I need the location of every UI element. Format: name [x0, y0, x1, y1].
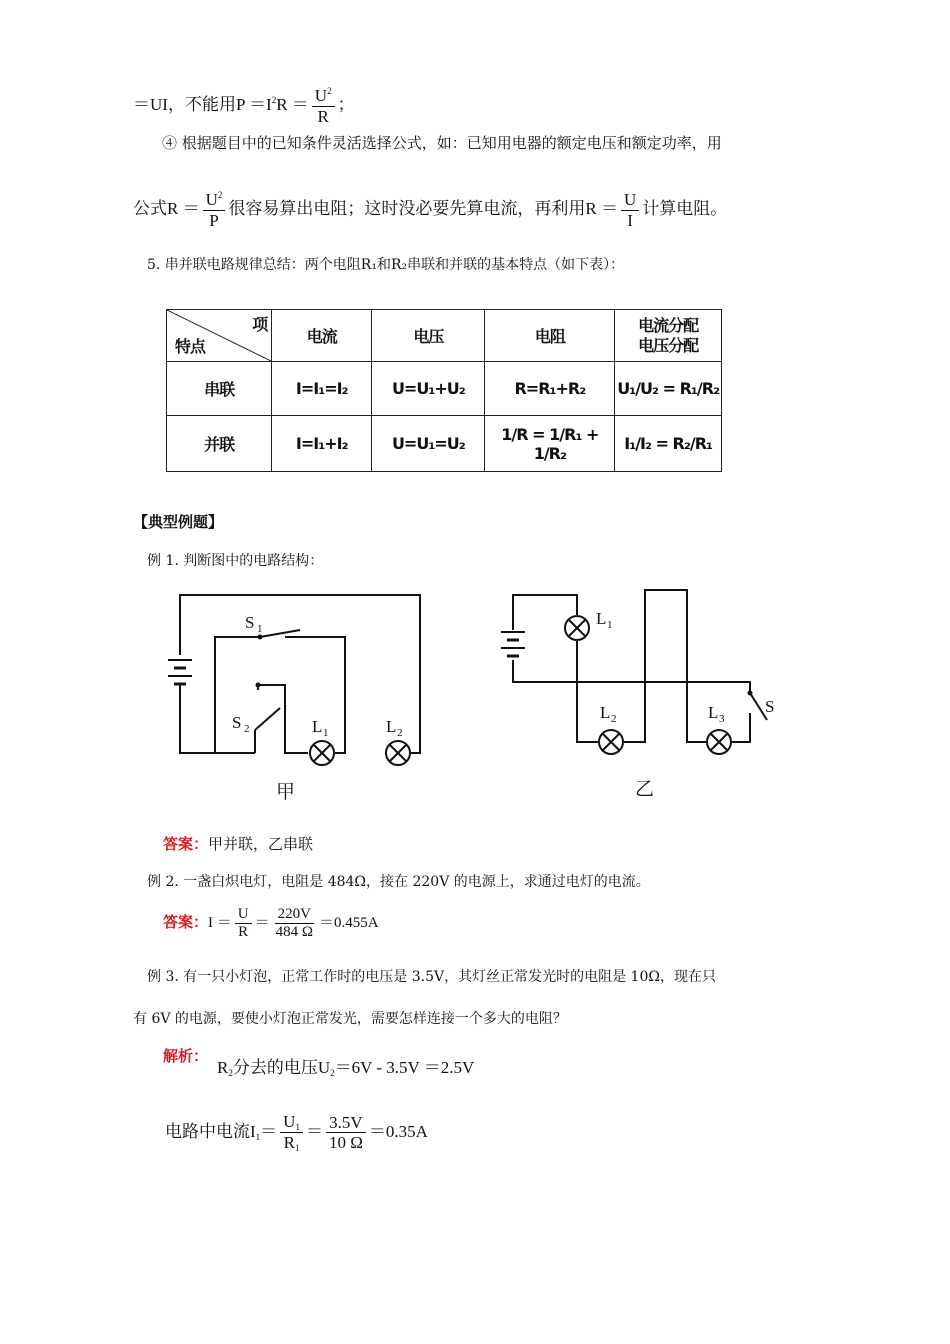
analysis-i-sub: 1 [255, 1131, 261, 1142]
row-label-series: 串联 [167, 362, 272, 416]
line1-tail: ； [337, 94, 355, 114]
analysis-eq: ＝ [260, 1121, 278, 1141]
header-current: 电流 [272, 310, 372, 362]
formula-line-2 [133, 190, 727, 230]
ans2-den-r: R [238, 924, 249, 941]
fraction-35-over-10 [326, 1113, 366, 1153]
line1-prefix: ＝UI，不能用 [133, 94, 236, 114]
formula-prefix: 公式 [133, 198, 167, 218]
answer-label: 答案： [163, 915, 209, 932]
lamp-b-l3-icon [707, 730, 731, 754]
frac-numerator-u: U [205, 190, 218, 209]
formula-mid: 很容易算出电阻；这时没必要先算电流，再利用 [228, 198, 586, 218]
series-voltage: U=U₁+U₂ [372, 362, 485, 416]
answer-1 [163, 833, 313, 854]
analysis-line1-text: 分去的电压U [232, 1058, 331, 1077]
analysis-line-2 [165, 1112, 428, 1154]
label-s2: S [232, 713, 242, 732]
header-distribution: 电流分配 电压分配 [615, 310, 722, 362]
analysis-result: ＝0.35A [368, 1121, 428, 1141]
analysis-r-sub: 2 [228, 1068, 233, 1078]
analysis-den-sub: 1 [294, 1143, 300, 1154]
lamp-l1-icon [310, 741, 334, 765]
numerator-u: U [314, 86, 328, 105]
fraction-u1-over-r1 [280, 1112, 303, 1154]
table-corner-cell [167, 310, 272, 362]
line1-p-eq: P ＝I [235, 94, 272, 114]
parallel-voltage: U=U₁=U₂ [372, 416, 485, 472]
point-4-text: ④ 根据题目中的已知条件灵活选择公式，如：已知用电器的额定电压和额定功率，用 [162, 134, 722, 152]
caption-b: 乙 [635, 778, 655, 800]
answer-2 [163, 906, 379, 942]
example-1-text: 例 1. 判断图中的电路结构： [147, 553, 324, 569]
analysis-num-sub: 1 [295, 1122, 300, 1132]
corner-bottom-label: 特点 [175, 337, 206, 356]
example-2-text: 例 2. 一盏白炽电灯，电阻是 484Ω，接在 220V 的电源上，求通过电灯的电流。 [147, 874, 650, 890]
item-5-text: 5. 串并联电路规律总结：两个电阻R₁和R₂串联和并联的基本特点（如下表）： [147, 257, 625, 273]
svg-text:2: 2 [397, 727, 403, 739]
row-label-parallel: 并联 [167, 416, 272, 472]
answer-label: 答案： [163, 835, 209, 853]
svg-text:2: 2 [611, 713, 617, 725]
label-b-s: S [765, 697, 775, 716]
svg-text:1: 1 [257, 623, 263, 635]
circuit-diagram-b [495, 580, 795, 810]
formula-tail: 计算电阻。 [642, 198, 728, 218]
analysis-num-u: U [283, 1112, 296, 1131]
analysis-u-sub: 2 [330, 1068, 335, 1078]
example-3-line-1: 例 3. 有一只小灯泡，正常工作时的电压是 3.5V，其灯丝正常发光时的电阻是 10Ω，现在只 [147, 969, 716, 985]
formula-line-1 [133, 86, 355, 126]
corner-top-label: 项 [252, 315, 268, 334]
fraction-u2-over-r [312, 86, 335, 126]
series-distribution: U₁/U₂ = R₁/R₂ [615, 362, 722, 416]
svg-text:1: 1 [607, 619, 613, 631]
svg-text:3: 3 [719, 713, 725, 725]
section-title: 【典型例题】 [133, 513, 224, 531]
label-b-l3: L [708, 703, 719, 722]
label-s1: S [245, 613, 255, 632]
fraction-u-over-r [235, 906, 252, 942]
ans2-eq: ＝ [254, 915, 270, 932]
label-b-l2: L [600, 703, 611, 722]
analysis-line1-calc: ＝6V - 3.5V ＝2.5V [334, 1058, 475, 1077]
svg-text:1: 1 [323, 727, 329, 739]
parallel-distribution: I₁/I₂ = R₂/R₁ [615, 416, 722, 472]
analysis-r: R [217, 1058, 229, 1077]
example-3-line-2: 有 6V 的电源，要使小灯泡正常发光，需要怎样连接一个多大的电阻？ [133, 1011, 567, 1027]
fraction-220-over-484 [273, 906, 316, 942]
lamp-b-l2-icon [599, 730, 623, 754]
analysis-line2-text: 电路中电流I [165, 1121, 256, 1141]
line1-exponent: 2 [271, 94, 277, 105]
header-resistance: 电阻 [485, 310, 615, 362]
frac-denominator-p: P [209, 210, 219, 230]
analysis-den: 10 Ω [328, 1133, 363, 1153]
ans2-den: 484 Ω [275, 924, 314, 941]
ans2-num-u: U [235, 906, 252, 924]
parallel-current: I=I₁+I₂ [272, 416, 372, 472]
ans2-i-eq: I ＝ [208, 915, 232, 932]
table-row [167, 362, 722, 416]
analysis-eq2: ＝ [305, 1121, 323, 1141]
analysis-den-r: R [283, 1133, 295, 1153]
frac2-numerator-u: U [621, 190, 639, 211]
circuit-summary-table [166, 309, 722, 472]
lamp-l2-icon [386, 741, 410, 765]
answer-1-text: 甲并联，乙串联 [208, 835, 314, 853]
analysis-label: 解析： [163, 1047, 209, 1065]
circuit-diagram-a [160, 580, 450, 810]
parallel-resistance: 1/R = 1/R₁ + 1/R₂ [485, 416, 615, 472]
denominator-r: R [317, 106, 329, 126]
frac2-denominator-i: I [627, 210, 633, 230]
series-current: I=I₁=I₂ [272, 362, 372, 416]
formula-r-eq: R ＝ [167, 198, 200, 218]
label-l2: L [386, 717, 397, 736]
fraction-u2-over-p [203, 190, 226, 230]
label-b-l1: L [596, 609, 607, 628]
ans2-num: 220V [275, 906, 314, 924]
line1-r-eq: R ＝ [276, 94, 309, 114]
numerator-exponent: 2 [327, 86, 332, 96]
series-resistance: R=R₁+R₂ [485, 362, 615, 416]
analysis-line-1 [217, 1053, 474, 1078]
lamp-b-l1-icon [565, 616, 589, 640]
header-voltage: 电压 [372, 310, 485, 362]
fraction-u-over-i [621, 190, 639, 230]
formula-r-eq2: R ＝ [585, 198, 618, 218]
table-row [167, 416, 722, 472]
label-l1: L [312, 717, 323, 736]
analysis-num: 3.5V [326, 1113, 366, 1134]
frac-exponent: 2 [217, 190, 223, 200]
svg-text:2: 2 [244, 723, 250, 735]
caption-a: 甲 [276, 781, 296, 803]
ans2-result: ＝0.455A [319, 915, 379, 932]
